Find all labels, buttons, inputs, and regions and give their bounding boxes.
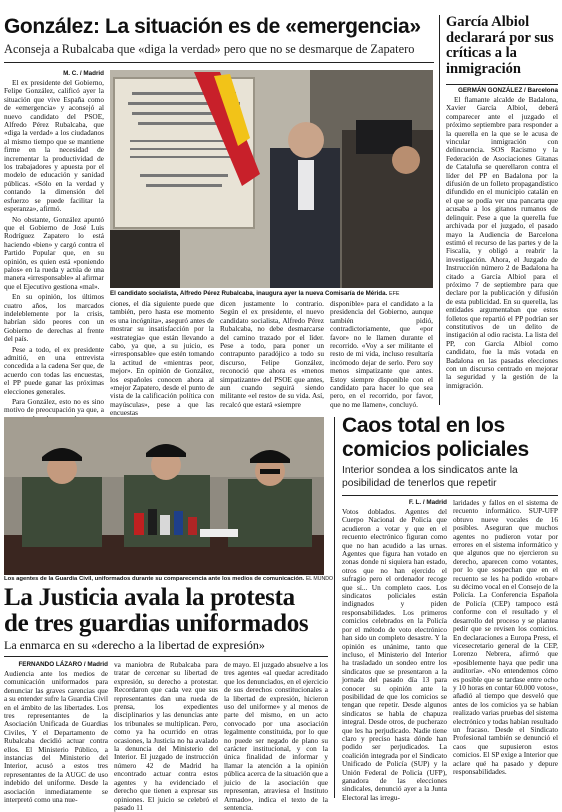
top-subhead: Aconseja a Rubalcaba que «diga la verdad» pero que no se desmarque de Zapatero <box>4 42 415 56</box>
police-byline: F. L. / Madrid <box>408 499 447 506</box>
top-lower-col-3: disponible» para el candidato a la presidencia del Gobierno, aunque también pidió, contradictoriamente, que «por favor» no le llamen durante el recorrido. «Voy a ser militante el resto de mi vida, incluso resultaría incómodo dejar de serlo. Pero soy menos simpatizante que antes. Estoy siempre disponible con el candidato para hacer lo que sea pero, en el recorrido, por favor, que no me llamen», concluyó. <box>330 299 433 409</box>
top-column-1 <box>4 78 104 415</box>
guardia-col-2: va maniobra de Rubalcaba para tratar de cercenar su libertad de expresión, su derecho a protestar. Recordaron que cada vez que sus representantes dan una rueda de prensa, los expedientes disciplinarios y las denuncias ante los tribunales se multiplican. Pero, como ya ha ocurrido en otras ocasiones, la Justicia no ha avalado la denuncia del Ministerio del Interior. El juzgado de instrucción número 42 de Madrid ha encontrado actuar contra estos agentes y ha evidenciado el derecho que tienen a expresar sus opiniones. El juicio se celebró el pasado 11 <box>114 660 218 812</box>
top-p4: Pese a todo, el ex presidente admitió, en una entrevista concedida a la cadena Ser que, de acuerdo con todas las encuestas, el PP puede ganar las próximas elecciones generales. <box>4 344 104 396</box>
side-headline: García Albiol declarará por sus críticas a la inmigración <box>446 14 554 77</box>
guardia-headline-2: de tres guardias uniformados <box>4 610 309 637</box>
top-lower-col-1: ciones, el día siguiente puede que también, pero hasta ese momento es una incógnita», aseguró antes de mostrar su insatisfacción por la «estrategia» que están llevando a cabo, ya que, a su juicio, es «irresponsable» que estén tomando la actitud de «mientras peor, mejor». En opinión de González, los españoles conocen ahora al «mejor Zapatero, desde el punto de vista de la calificación política con mayúsculas», pese a que las encuestas <box>110 299 214 418</box>
top-caption-credit: EFE <box>389 291 400 297</box>
side-rule <box>446 84 558 85</box>
top-p2: No obstante, González apuntó que el Gobierno de José Luis Rodríguez Zapatero lo está haciendo «bien» y cargó contra el Partido Popular que, en su opinión, es quien está «poniendo palos» en la rueda y actúa de una manera «irresponsable» al afirmar que el Ejecutivo gestiona «mal». <box>4 214 104 291</box>
guardia-col-1: Audiencia ante los medios de comunicación uniformados para denunciar las graves carencias que a su entender sufre la Guardia Civil en el ámbito de las libertades. Los tres representantes de la Asociación Unificada de Guardias Civiles, Y el Departamento de Rubalcaba decidió actuar contra ellos. El Ministerio Público, a instancias del Ministerio del Interior, acusó a estos tres representantes de la AUGC de uso indebido del uniforme. Desde la asociación inmediatamente se interpretó como una nue- <box>4 669 108 805</box>
top-lead: El ex presidente del Gobierno, Felipe González, calificó ayer la situación que vive España como de «emergencia» y aconsejó al nuevo candidato del PSOE, Alfredo Pérez Rubalcaba, que «diga la verdad» a los ciudadanos al mismo tiempo que se mantiene firme en la necesidad de incrementar la productividad de los trabajadores y apuesta por el modelo de educación y sanidad públicas. «Sólo en la verdad y contando la dimensión del esfuerzo se puede facilitar la esperanza», afirmó. <box>4 78 104 214</box>
police-col-2: laridades y fallos en el sistema de recuento informático. SUP-UFP obtuvo nueve vocales de 16 posibles. Aseguran que muchos agentes no pudieron votar por errores en el sistema informático y que algunos que no ejercieron su derecho, aparecen como votantes, por lo que sospechan que en el recuento se les ha podido «robar» su décimo vocal en el Consejo de la Policía. La Conferencia Española de Policía (CEP) tampoco está conforme con el resultado y el desarrollo del proceso y se plantea pedir que se revisen los comicios. En declaraciones a Europa Press, el vicesecretario general de la CEP, Lorenzo Nebrera, afirmó que «posiblemente haya que pedir una auditoría». «No entendemos cómo es posible que se tardase entre ocho y 10 horas en contar 60.000 votos», añadió al tiempo que desveló que antes de los comicios ya se habían realizado varias pruebas del sistema electrónico y todas habían resultado un fracaso. Desde el Sindicato Profesional también se denunció el caos que supusieron estos comicios. El SP exige a Interior que aclare qué ha pasado y depure responsabilidades. <box>453 498 558 776</box>
side-body: El flamante alcalde de Badalona, Xavier García Albiol, deberá comparecer ante el juzgado el próximo septiembre para responder a la querella en la que se le acusa de vincular inmigración con delincuencia. SOS Racismo y la Federación de Asociaciones Gitanas de Cataluña se querellaron contra el líder del PP en Badalona por la difusión de un folleto propagandístico difundido en el municipio catalán en el que se podía ver una pancarta que acusaba a los gitanos rumanos de delinquir. Pese a que la querella fue archivada por el juzgado, el pasado mayo la Audiencia de Barcelona estimó el recurso de las partes y de la Fiscalía, y obligó a reabrir la investigación. Ahora, el Juzgado de Instrucción número 2 de Badalona ha citado a García Albiol para el próximo 7 de septiembre para que declare por la publicación y difusión de esta publicidad. En su querella, las entidades argumentaban que estos folletos que repartió el PP podrían ser constitutivos de un delito de instigación al odio racista. La lista del PP, con García Albiol como candidato, fue la más votada en Badalona en las pasadas elecciones con un discurso centrado en mejorar la seguridad y la gestión de la inmigración. <box>446 95 558 390</box>
guardia-byline: FERNANDO LÁZARO / Madrid <box>18 661 108 668</box>
top-byline: M. C. / Madrid <box>63 70 104 77</box>
top-headline: González: La situación es de «emergencia» <box>4 15 421 38</box>
candidate-head <box>288 122 324 158</box>
guardia-headline-1: La Justicia avala la protesta <box>4 584 295 611</box>
top-photo-caption <box>110 290 433 299</box>
guardia-col-3: de mayo. El juzgado absuelve a los tres agentes «al quedar acreditado que los denunciados, en el ejercicio de sus derechos constitucionales a la libertad de expresión, hicieron uso del uniforme» y al menos de parte del mismo, en un acto convocado por una asociación legalmente constituida, por lo que no puede ser negado de plano su carácter institucional, y con la única finalidad de informar y llamar la atención a la opinión pública acerca de la situación que a juicio de la asociación que representan, atraviesa el Instituto Armado», indica el texto de la sentencia. <box>224 660 328 812</box>
police-headline-2: comicios policiales <box>342 438 529 461</box>
police-subhead: Interior sondea a los sindicatos ante la posibilidad de tenerlos que repetir <box>342 465 518 489</box>
guardia-caption-credit: EL MUNDO <box>305 576 334 582</box>
police-divider <box>334 417 335 798</box>
top-rule <box>4 62 434 63</box>
guardia-photo-caption <box>4 576 334 584</box>
side-divider <box>439 15 440 405</box>
police-rule <box>342 495 558 496</box>
top-lower-col-2: dicen justamente lo contrario. Según el ex presidente, el nuevo candidato socialista, Alfredo Pérez Rubalcaba, no debe desmarcarse del camino trazado por el líder. Pese a todo, para poner un contrapunto paradójico a todo su discurso, Felipe González, reconoció que ahora es «menos simpatizante» del PSOE que antes, aun cuando seguirá siendo militante «el resto» de su vida. Así, recalcó que estará «siempre <box>220 299 324 409</box>
guardia-photo <box>4 417 324 575</box>
guardia-photo-art <box>4 417 324 575</box>
guardia-rule <box>4 656 328 657</box>
top-photo-art <box>110 70 433 288</box>
top-caption-text: El candidato socialista, Alfredo Pérez Rubalcaba, inaugura ayer la nueva Comisaría de Mérida. <box>110 290 388 297</box>
police-col-1: Votos doblados. Agentes del Cuerpo Nacional de Policía que acudieron a votar y que en el recuento electrónico figuran como que no han acudido a las urnas. Agentes que figura han votado en zonas donde ni siquiera han estado, otros que no han ejercido el sufragio pero el ordenador recoge que sí... Un completo caos. Los sindicatos policiales están indignados y piden responsabilidades. Los primeros comicios celebrados en la Policía por el método de voto electrónico han sido un completo desastre. Y la opinión es unánime, tanto que incluso, el Ministerio del Interior ha trasladado un sondeo entre los sindicatos que se presentaron a la jornada del pasado día 13 para conocer su opinión ante la posibilidad de que los comicios se tengan que repetir. Desde algunos sindicatos se habla de chapuza integral. Desde otros, de pucherazo que les ha perjudicado. Nadie tiene claro y preciso hasta dónde han podido ser perjudicados. La coalición integrada por el Sindicato Unificado de Policía (SUP) y la Unión Federal de Policía (UFP), ganadora de las elecciones sindicales, denunció ayer a la Junta Electoral las irregu- <box>342 507 447 802</box>
guardia-caption-text: Los agentes de la Guardia Civil, uniformados durante su comparecencia ante los medios de comunicación. <box>4 576 305 582</box>
top-p3: En su opinión, los últimos cuatro años, los marcados indeleblemente por la crisis, habrían sido peores con un Gobierno de derechas al frente del país. <box>4 292 104 344</box>
top-p5: Para González, esto no es sino motivo de preocupación ya que, a <box>4 397 104 415</box>
papers <box>200 529 238 537</box>
top-photo <box>110 70 433 288</box>
police-headline-1: Caos total en los <box>342 414 505 437</box>
side-byline: GERMÁN GONZÁLEZ / Barcelona <box>457 87 558 94</box>
guardia-subhead: La enmarca en su «derecho a la libertad de expresión» <box>4 638 265 652</box>
